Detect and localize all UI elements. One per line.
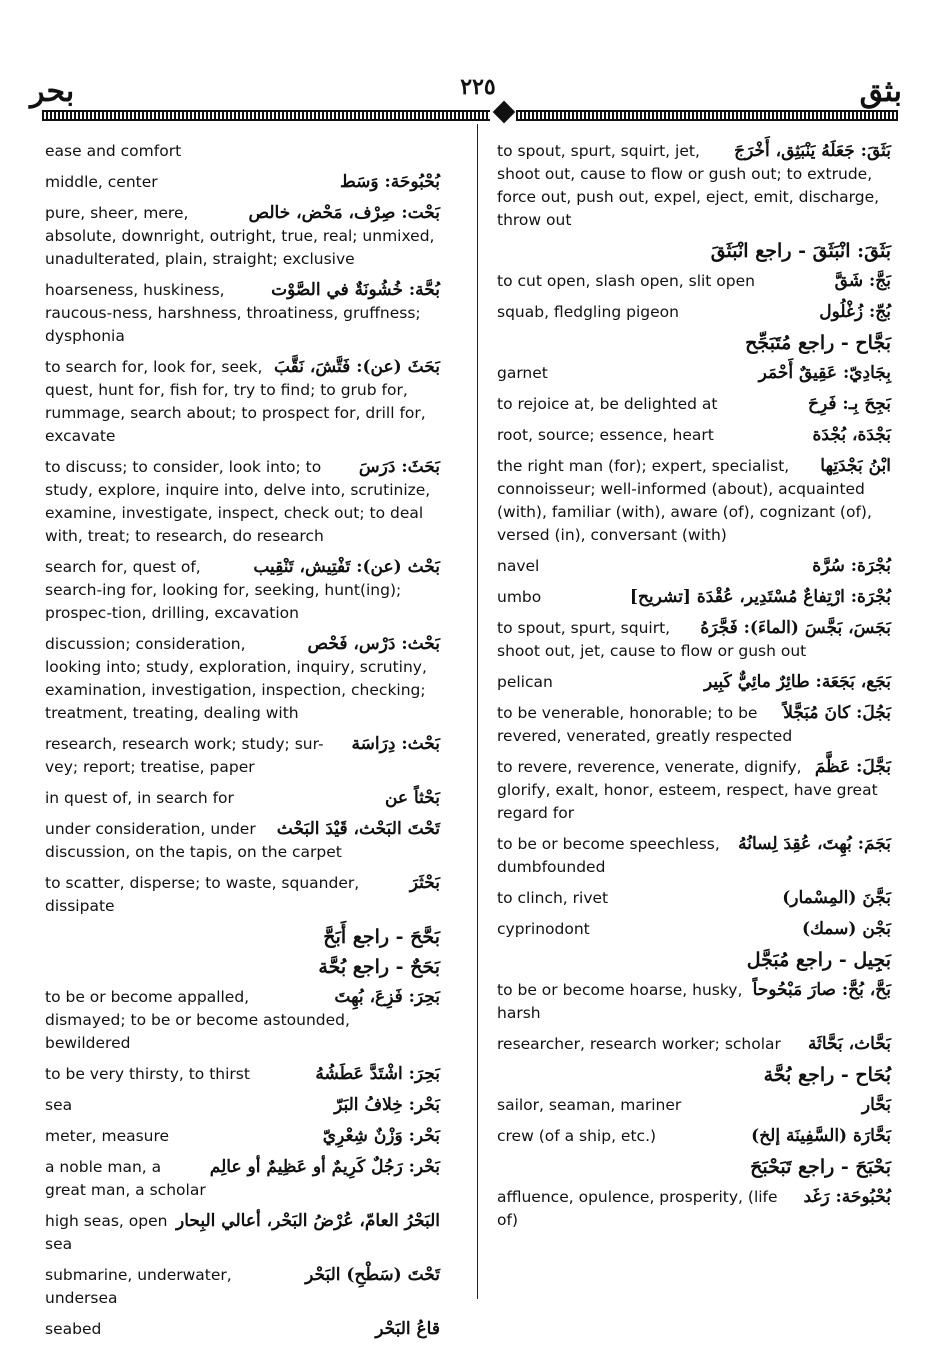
entry-definition-english: the right man (for); expert, specialist, connoisseur; well-informed (about), acquainted (with), familiar (with), aware (of), cognizant (of), versed (in), conversant (with) <box>497 457 872 544</box>
dictionary-entry <box>497 702 891 748</box>
entry-definition-english: cyprinodont <box>497 920 590 938</box>
dictionary-entry <box>45 787 440 810</box>
entry-headword-arabic: بَجِحَ بِـ: فَرِحَ <box>808 394 891 414</box>
entry-headword-arabic: بَحْث (عن): تَفْتِيش، تَنْقِيب <box>253 557 440 577</box>
entry-definition-english: root, source; essence, heart <box>497 426 714 444</box>
dictionary-entry <box>497 1125 891 1148</box>
dictionary-entry <box>497 362 891 385</box>
entry-headword-arabic: بَحْر: رَجُلٌ كَرِيمٌ أو عَظِيمٌ أو عالِم <box>209 1157 440 1177</box>
dictionary-entry <box>497 393 891 416</box>
entry-headword-arabic: تَحْتَ (سَطْحِ) البَحْر <box>305 1265 440 1285</box>
dictionary-entry <box>497 270 891 293</box>
entry-definition-english: in quest of, in search for <box>45 789 234 807</box>
dictionary-entry <box>45 1318 440 1341</box>
entry-definition-english: middle, center <box>45 173 158 191</box>
column-divider <box>477 124 478 1299</box>
running-head-left: بحر <box>30 74 75 109</box>
entry-headword-arabic: بَجَّاح - راجع مُتَبَجِّح <box>745 332 891 354</box>
dictionary-entry <box>45 556 440 625</box>
dictionary-entry <box>497 140 891 232</box>
entry-headword-arabic: بَحْث: دِرَاسَة <box>351 734 440 754</box>
entry-headword-arabic: بَحَثَ (عن): فَتَّشَ، نَقَّبَ <box>273 357 440 377</box>
dictionary-entry <box>497 240 891 264</box>
entry-headword-arabic: بَجَّلَ: عَظَّمَ <box>814 757 891 777</box>
dictionary-entry <box>497 887 891 910</box>
dictionary-entry <box>45 956 440 980</box>
dictionary-entry <box>45 1063 440 1086</box>
dictionary-entry <box>45 1156 440 1202</box>
dictionary-entry <box>497 617 891 663</box>
entry-definition-english: researcher, research worker; scholar <box>497 1035 781 1053</box>
dictionary-entry <box>45 1125 440 1148</box>
entry-headword-arabic: بَحَّار <box>861 1095 891 1115</box>
header-diamond-ornament <box>493 101 516 124</box>
page-number: ٢٢٥ <box>460 74 496 100</box>
entry-definition-english: submarine, underwater, undersea <box>45 1266 232 1307</box>
dictionary-entry <box>45 986 440 1055</box>
entry-headword-arabic: البَحْرُ العامّ، عُرْضُ البَحْر، أعالي البِحار <box>175 1211 440 1231</box>
entry-headword-arabic: بَحْثَرَ <box>409 873 440 893</box>
dictionary-entry <box>497 1064 891 1088</box>
dictionary-entry <box>45 872 440 918</box>
entry-headword-arabic: بَجَّنَ (المِسْمار) <box>782 888 891 908</box>
entry-definition-english: to discuss; to consider, look into; to study, explore, inquire into, delve into, scrutinize, examine, investigate, inspect, check out; to deal with, treat; to research, do research <box>45 458 431 545</box>
dictionary-entry <box>497 1094 891 1117</box>
dictionary-entry <box>497 1156 891 1180</box>
entry-definition-english: pelican <box>497 673 553 691</box>
dictionary-entry <box>45 456 440 548</box>
entry-definition-english: a noble man, a great man, a scholar <box>45 1158 206 1199</box>
dictionary-entry <box>497 1033 891 1056</box>
entry-headword-arabic: بِجَادِيّ: عَقِيقٌ أَحْمَر <box>758 363 891 383</box>
entry-definition-english: to scatter, disperse; to waste, squander, dissipate <box>45 874 360 915</box>
entry-definition-english: navel <box>497 557 540 575</box>
entry-definition-english: meter, measure <box>45 1127 170 1145</box>
entry-definition-english: to be or become appalled, dismayed; to be or become astounded, bewildered <box>45 988 350 1052</box>
entry-headword-arabic: بَحِرَ: اشْتَدَّ عَطَشُهُ <box>315 1064 440 1084</box>
entry-definition-english: garnet <box>497 364 548 382</box>
dictionary-entry <box>45 171 440 194</box>
header-rule-right <box>516 110 898 121</box>
entry-headword-arabic: بَحَّارَة (السَّفِينَة إلخ) <box>751 1126 891 1146</box>
dictionary-entry <box>45 1094 440 1117</box>
dictionary-entry <box>45 140 440 163</box>
entry-headword-arabic: بُحَّة: خُشُونَةٌ في الصَّوْت <box>271 280 440 300</box>
entry-headword-arabic: بَجْن (سمك) <box>801 919 891 939</box>
header-rule-left <box>42 110 490 121</box>
dictionary-entry <box>45 1210 440 1256</box>
entry-headword-arabic: بَثَقَ: انْبَثَقَ - راجع انْبَثَقَ <box>710 240 891 262</box>
entry-headword-arabic: بَجِيل - راجع مُبَجَّل <box>746 949 891 971</box>
entry-definition-english: discussion; consideration, looking into; study, exploration, inquiry, scrutiny, examination, investigation, inspection, checking; treatment, treating, dealing with <box>45 635 427 722</box>
entry-definition-english: to be or become speechless, dumbfounded <box>497 835 720 876</box>
entry-definition-english: to be or become hoarse, husky, harsh <box>497 981 743 1022</box>
entry-headword-arabic: بَجَمَ: بُهِتَ، عُقِدَ لِسانُهُ <box>738 834 891 854</box>
entry-headword-arabic: بَجُلَ: كانَ مُبَجَّلاً <box>783 703 891 723</box>
dictionary-entry <box>45 202 440 271</box>
entry-headword-arabic: بُحْبُوحَة: رَغَد <box>803 1187 891 1207</box>
entry-headword-arabic: بُحْبُوحَة: وَسَط <box>339 172 440 192</box>
entry-headword-arabic: ابْنُ بَجْدَتِها <box>820 456 891 476</box>
entry-definition-english: sailor, seaman, mariner <box>497 1096 682 1114</box>
dictionary-entry <box>45 279 440 348</box>
entry-definition-english: to search for, look for, seek, quest, hunt for, fish for, try to find; to grub for, rummage, search about; to prospect for, drill for, excavate <box>45 358 426 445</box>
entry-headword-arabic: بَجْدَة، بُجْدَة <box>812 425 891 445</box>
entry-definition-english: seabed <box>45 1320 102 1338</box>
entry-headword-arabic: بَحِرَ: فَزِعَ، بُهِتَ <box>334 987 440 1007</box>
entry-headword-arabic: بَجَع، بَجَعَة: طائِرٌ مائِيٌّ كَبِير <box>704 672 891 692</box>
dictionary-entry <box>497 756 891 825</box>
entry-headword-arabic: بَحْث: دَرْس، فَحْص <box>307 634 440 654</box>
entry-definition-english: under consideration, under discussion, on the tapis, on the carpet <box>45 820 342 861</box>
dictionary-entry <box>45 733 440 779</box>
entry-headword-arabic: بَجَّ: شَقَّ <box>834 271 891 291</box>
entry-headword-arabic: بَحْبَحَ - راجع تَبَحْبَحَ <box>750 1156 891 1178</box>
dictionary-entry <box>45 926 440 950</box>
entry-headword-arabic: بَحَثَ: دَرَسَ <box>358 457 440 477</box>
entry-headword-arabic: بَحْر: خِلافُ البَرّ <box>334 1095 440 1115</box>
entry-definition-english: research, research work; study; sur-vey; report; treatise, paper <box>45 735 324 776</box>
entry-headword-arabic: بَحْر: وَزْنٌ شِعْرِيّ <box>322 1126 440 1146</box>
entry-headword-arabic: بَحَّحَ - راجع أَبَحَّ <box>323 926 440 948</box>
entry-definition-english: high seas, open sea <box>45 1212 168 1253</box>
entry-definition-english: squab, fledgling pigeon <box>497 303 679 321</box>
entry-definition-english: to clinch, rivet <box>497 889 609 907</box>
dictionary-entry <box>497 301 891 324</box>
entry-headword-arabic: بُجْرَة: ارْتِفاعٌ مُسْتَدِير، عُقْدَة [تشريح] <box>629 587 891 607</box>
entry-definition-english: to spout, spurt, squirt, jet, shoot out, cause to flow or gush out; to extrude, force out, push out, expel, eject, emit, discharge, throw out <box>497 142 880 229</box>
entry-definition-english: ease and comfort <box>45 142 182 160</box>
entry-definition-english: to spout, spurt, squirt, shoot out, jet, cause to flow or gush out <box>497 619 807 660</box>
dictionary-entry <box>45 356 440 448</box>
entry-definition-english: to be very thirsty, to thirst <box>45 1065 250 1083</box>
entry-definition-english: to rejoice at, be delighted at <box>497 395 718 413</box>
dictionary-entry <box>497 1186 891 1232</box>
dictionary-entry <box>497 949 891 973</box>
entry-headword-arabic: قاعُ البَحْر <box>375 1319 440 1339</box>
entry-headword-arabic: بُجْرَة: سُرَّة <box>812 556 891 576</box>
entry-headword-arabic: بُحَاح - راجع بُحَّة <box>763 1064 891 1086</box>
left-column <box>45 140 440 1349</box>
entry-definition-english: umbo <box>497 588 542 606</box>
entry-headword-arabic: بَحْت: صِرْف، مَحْض، خالص <box>248 203 440 223</box>
entry-definition-english: to be venerable, honorable; to be revered, venerated, greatly respected <box>497 704 793 745</box>
entry-headword-arabic: بَحْثاً عن <box>384 788 440 808</box>
entry-definition-english: sea <box>45 1096 73 1114</box>
entry-headword-arabic: تَحْتَ البَحْث، قَيْدَ البَحْث <box>276 819 440 839</box>
dictionary-entry <box>497 671 891 694</box>
entry-headword-arabic: بُجّ: زُغْلُول <box>819 302 891 322</box>
dictionary-entry <box>497 979 891 1025</box>
dictionary-entry <box>45 633 440 725</box>
dictionary-entry <box>45 1264 440 1310</box>
entry-headword-arabic: بَحَّ، بُحَّ: صارَ مَبْحُوحاً <box>752 980 891 1000</box>
entry-headword-arabic: بَحَحٌ - راجع بُحَّة <box>318 956 440 978</box>
running-head-right: بثق <box>859 74 902 109</box>
dictionary-entry <box>497 586 891 609</box>
entry-headword-arabic: بَجَسَ، بَجَّسَ (الماءَ): فَجَّرَهُ <box>700 618 891 638</box>
entry-definition-english: hoarseness, huskiness, raucous-ness, harshness, throatiness, gruffness; dysphonia <box>45 281 421 345</box>
dictionary-entry <box>497 918 891 941</box>
dictionary-entry <box>497 555 891 578</box>
entry-headword-arabic: بَثَقَ: جَعَلَهُ يَنْبَثِق، أَخْرَجَ <box>734 141 891 161</box>
entry-headword-arabic: بَحَّاث، بَحَّاثَة <box>807 1034 891 1054</box>
dictionary-entry <box>497 833 891 879</box>
entry-definition-english: pure, sheer, mere, absolute, downright, outright, true, real; unmixed, unadulterated, plain, straight; exclusive <box>45 204 435 268</box>
right-column <box>497 140 891 1240</box>
entry-definition-english: search for, quest of, search-ing for, looking for, seeking, hunt(ing); prospec-tion, drilling, excavation <box>45 558 402 622</box>
entry-definition-english: to revere, reverence, venerate, dignify, glorify, exalt, honor, esteem, respect, have great regard for <box>497 758 878 822</box>
dictionary-entry <box>497 455 891 547</box>
entry-definition-english: crew (of a ship, etc.) <box>497 1127 657 1145</box>
entry-definition-english: to cut open, slash open, slit open <box>497 272 755 290</box>
dictionary-entry <box>497 332 891 356</box>
entry-definition-english: affluence, opulence, prosperity, (life of) <box>497 1188 778 1229</box>
dictionary-entry <box>45 818 440 864</box>
dictionary-entry <box>497 424 891 447</box>
